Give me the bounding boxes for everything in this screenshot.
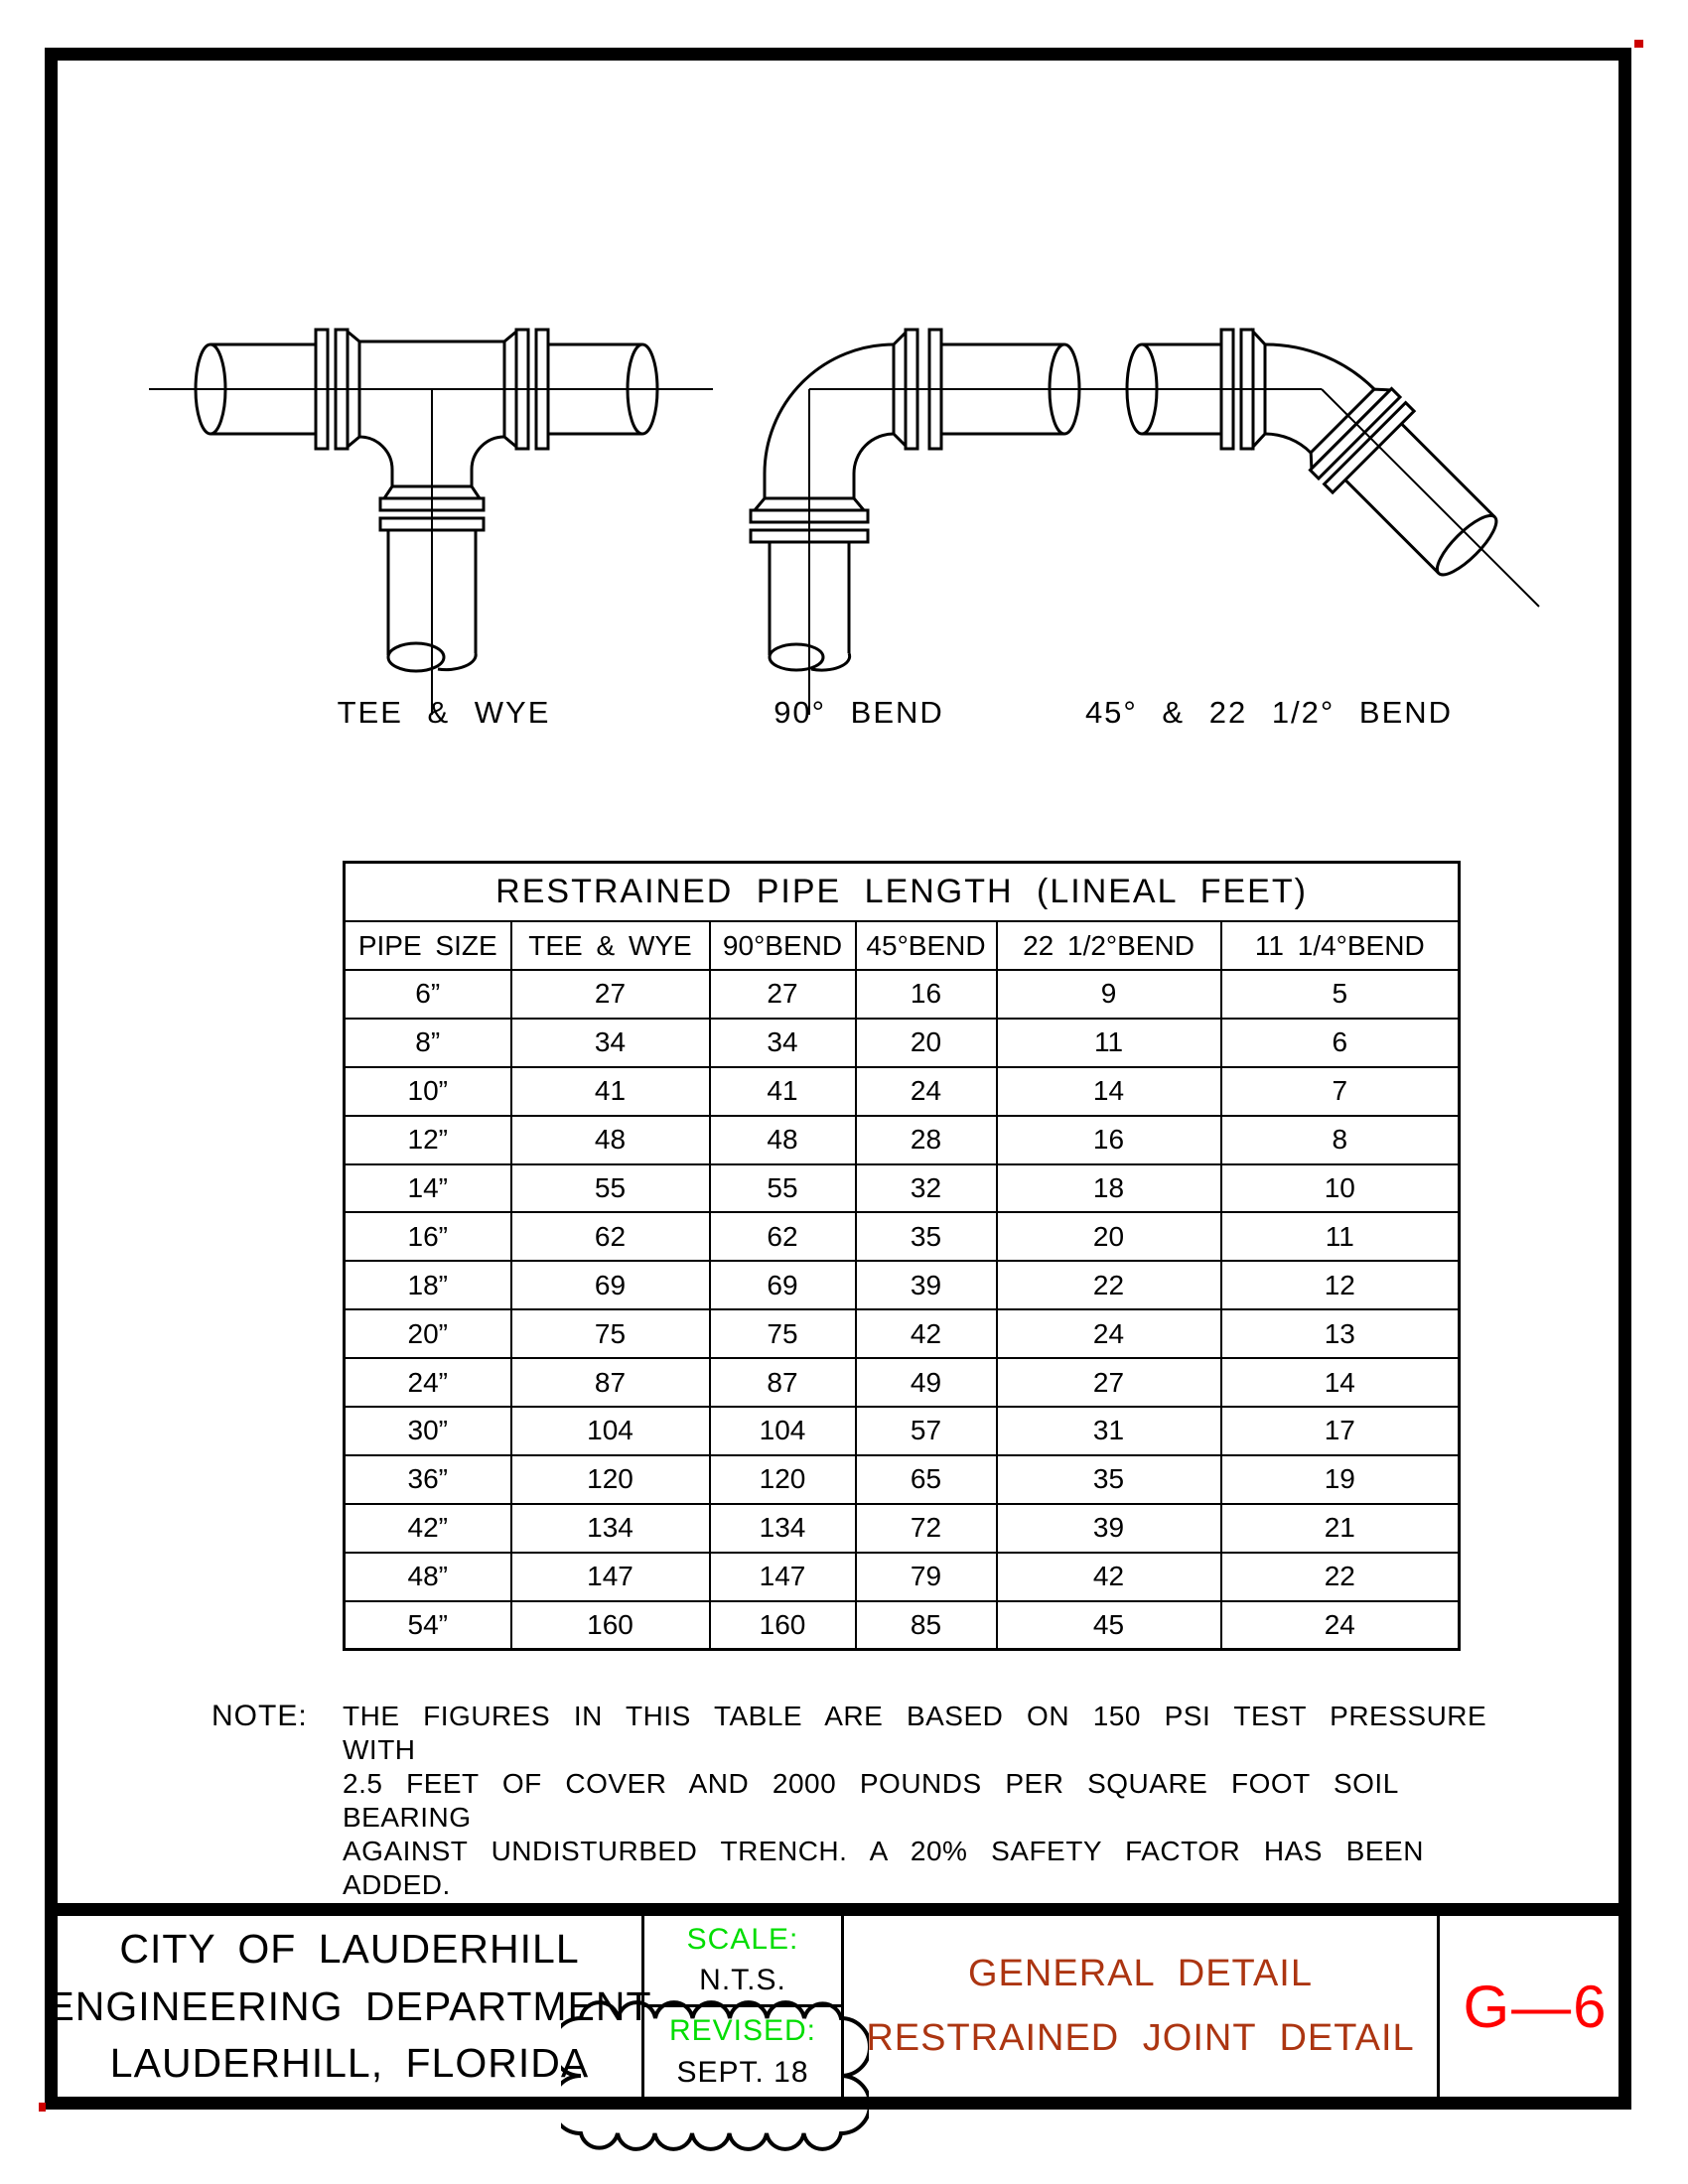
table-cell: 120: [710, 1455, 856, 1504]
table-cell: 27: [997, 1358, 1221, 1407]
table-row: [345, 1116, 1460, 1164]
scale-label: SCALE:: [686, 1923, 799, 1956]
table-cell: 31: [997, 1407, 1221, 1455]
table-row: [345, 1261, 1460, 1309]
table-title-row: [345, 863, 1460, 922]
table-cell: 75: [710, 1309, 856, 1358]
table-cell: 16”: [345, 1212, 511, 1261]
table-cell: 22: [1221, 1553, 1460, 1601]
table-cell: 62: [511, 1212, 710, 1261]
table-cell: 160: [710, 1601, 856, 1650]
table-cell: 75: [511, 1309, 710, 1358]
red-corner-mark-bottom-left: [39, 2103, 46, 2112]
table-row: [345, 1309, 1460, 1358]
table-cell: 16: [997, 1116, 1221, 1164]
column-header: TEE & WYE: [511, 921, 710, 970]
table-cell: 72: [856, 1504, 997, 1553]
restrained-pipe-table: [343, 861, 1461, 1651]
table-cell: 14”: [345, 1164, 511, 1213]
table-cell: 55: [710, 1164, 856, 1213]
table-row: [345, 1212, 1460, 1261]
table-cell: 34: [511, 1019, 710, 1067]
table-cell: 69: [710, 1261, 856, 1309]
table-cell: 13: [1221, 1309, 1460, 1358]
column-header: 45°BEND: [856, 921, 997, 970]
table-cell: 20”: [345, 1309, 511, 1358]
detail-title-line: GENERAL DETAIL: [968, 1952, 1313, 1994]
table-cell: 34: [710, 1019, 856, 1067]
table-cell: 62: [710, 1212, 856, 1261]
table-cell: 27: [511, 970, 710, 1019]
table-cell: 55: [511, 1164, 710, 1213]
table-cell: 120: [511, 1455, 710, 1504]
column-header: 90°BEND: [710, 921, 856, 970]
title-block-top-rule: [45, 1903, 1631, 1916]
table-cell: 5: [1221, 970, 1460, 1019]
table-cell: 41: [710, 1067, 856, 1116]
table-cell: 7: [1221, 1067, 1460, 1116]
table-cell: 85: [856, 1601, 997, 1650]
note-label: NOTE:: [211, 1700, 308, 1732]
table-cell: 19: [1221, 1455, 1460, 1504]
table-row: [345, 1067, 1460, 1116]
table-row: [345, 1553, 1460, 1601]
note-line: 2.5 FEET OF COVER AND 2000 POUNDS PER SQUARE FOOT SOIL BEARING: [343, 1768, 1398, 1833]
table-cell: 39: [856, 1261, 997, 1309]
table-cell: 18: [997, 1164, 1221, 1213]
table-row: [345, 1504, 1460, 1553]
table-cell: 57: [856, 1407, 997, 1455]
table-cell: 14: [1221, 1358, 1460, 1407]
table-row: [345, 1164, 1460, 1213]
table-cell: 17: [1221, 1407, 1460, 1455]
tee-wye-drawing: [149, 298, 715, 725]
table-row: [345, 1601, 1460, 1650]
table-cell: 134: [511, 1504, 710, 1553]
table-cell: 12: [1221, 1261, 1460, 1309]
note-line: AGAINST UNDISTURBED TRENCH. A 20% SAFETY FACTOR HAS BEEN ADDED.: [343, 1836, 1424, 1900]
pipe-end-ellipse: [1430, 508, 1504, 583]
table-cell: 14: [997, 1067, 1221, 1116]
detail-title-line: RESTRAINED JOINT DETAIL: [866, 2017, 1415, 2060]
table-cell: 54”: [345, 1601, 511, 1650]
bend-45-drawing: [1087, 298, 1604, 625]
table-cell: 36”: [345, 1455, 511, 1504]
scale-value: N.T.S.: [699, 1964, 786, 1996]
table-cell: 45: [997, 1601, 1221, 1650]
table-row: [345, 1407, 1460, 1455]
table-cell: 9: [997, 970, 1221, 1019]
note-line: THE FIGURES IN THIS TABLE ARE BASED ON 150 PSI TEST PRESSURE WITH: [343, 1701, 1487, 1765]
table-cell: 69: [511, 1261, 710, 1309]
column-header: 22 1/2°BEND: [997, 921, 1221, 970]
table-cell: 6”: [345, 970, 511, 1019]
table-cell: 48”: [345, 1553, 511, 1601]
table-cell: 24: [1221, 1601, 1460, 1650]
table-cell: 20: [997, 1212, 1221, 1261]
table-cell: 41: [511, 1067, 710, 1116]
bend-45-label: 45° & 22 1/2° BEND: [1084, 695, 1454, 730]
table-cell: 42”: [345, 1504, 511, 1553]
table-cell: 79: [856, 1553, 997, 1601]
org-line: ENGINEERING DEPARTMENT: [47, 1982, 652, 2029]
centerline: [1322, 389, 1539, 607]
table-cell: 35: [856, 1212, 997, 1261]
column-header: 11 1/4°BEND: [1221, 921, 1460, 970]
pipe-end-ellipse: [388, 643, 444, 671]
table-cell: 21: [1221, 1504, 1460, 1553]
table-cell: 42: [856, 1309, 997, 1358]
table-cell: 8”: [345, 1019, 511, 1067]
tee-wye-label: TEE & WYE: [337, 695, 551, 730]
pipe-end-ellipse: [770, 644, 823, 670]
sheet-number-cell: [1440, 1916, 1631, 2097]
table-cell: 6: [1221, 1019, 1460, 1067]
table-body: [345, 970, 1460, 1649]
table-cell: 49: [856, 1358, 997, 1407]
table-cell: 48: [511, 1116, 710, 1164]
revision-cloud: [561, 1980, 869, 2179]
table-cell: 87: [511, 1358, 710, 1407]
table-cell: 11: [1221, 1212, 1460, 1261]
table-cell: 10: [1221, 1164, 1460, 1213]
table-header-row: [345, 921, 1460, 970]
revised-label: REVISED:: [668, 2014, 817, 2048]
table-cell: 104: [511, 1407, 710, 1455]
table-cell: 10”: [345, 1067, 511, 1116]
revised-value: SEPT. 18: [676, 2055, 809, 2089]
table-cell: 134: [710, 1504, 856, 1553]
organization-cell: [47, 1916, 652, 2097]
table-cell: 28: [856, 1116, 997, 1164]
table-cell: 39: [997, 1504, 1221, 1553]
table-cell: 160: [511, 1601, 710, 1650]
table-cell: 65: [856, 1455, 997, 1504]
table-cell: 24: [997, 1309, 1221, 1358]
table-cell: 8: [1221, 1116, 1460, 1164]
org-line: CITY OF LAUDERHILL: [119, 1926, 580, 1973]
table-cell: 35: [997, 1455, 1221, 1504]
table-row: [345, 970, 1460, 1019]
table-cell: 87: [710, 1358, 856, 1407]
table-cell: 18”: [345, 1261, 511, 1309]
table-cell: 147: [511, 1553, 710, 1601]
table-cell: 22: [997, 1261, 1221, 1309]
org-line: LAUDERHILL, FLORIDA: [109, 2039, 590, 2086]
table-row: [345, 1019, 1460, 1067]
joint-bell: [1303, 381, 1390, 469]
bend-90-label: 90° BEND: [774, 695, 944, 730]
table-cell: 42: [997, 1553, 1221, 1601]
table-cell: 147: [710, 1553, 856, 1601]
table-cell: 11: [997, 1019, 1221, 1067]
table-cell: 24: [856, 1067, 997, 1116]
table-cell: 12”: [345, 1116, 511, 1164]
table-cell: 16: [856, 970, 997, 1019]
table-cell: 30”: [345, 1407, 511, 1455]
table-cell: 27: [710, 970, 856, 1019]
table-cell: 24”: [345, 1358, 511, 1407]
table-cell: 104: [710, 1407, 856, 1455]
table-row: [345, 1455, 1460, 1504]
note-text: [343, 1700, 1514, 1902]
sheet-number: G—6: [1463, 1973, 1609, 2040]
table-cell: 20: [856, 1019, 997, 1067]
table-cell: 32: [856, 1164, 997, 1213]
detail-title-cell: [844, 1916, 1437, 2097]
table-cell: 48: [710, 1116, 856, 1164]
table-title: RESTRAINED PIPE LENGTH (LINEAL FEET): [345, 863, 1460, 922]
table-row: [345, 1358, 1460, 1407]
column-header: PIPE SIZE: [345, 921, 511, 970]
red-corner-mark-top-right: [1634, 40, 1643, 48]
